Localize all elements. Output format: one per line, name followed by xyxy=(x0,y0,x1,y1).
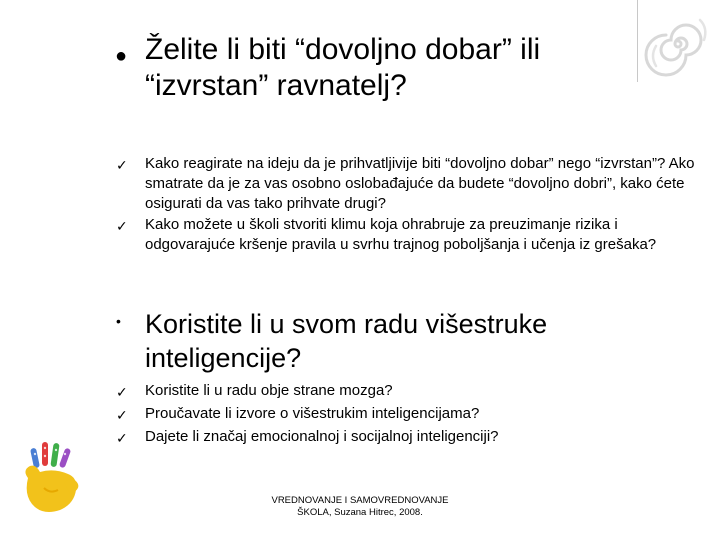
footer xyxy=(200,495,520,519)
footer-line-author: ŠKOLA, Suzana Hitrec, 2008. xyxy=(297,507,423,518)
question-item: Koristite li u radu obje strane mozga? xyxy=(145,382,393,399)
heading-bullet-icon: ● xyxy=(115,45,128,67)
question-item: Kako možete u školi stvoriti klimu koja ohrabruje za preuzimanje rizika i odgovarajuće kršenje pravila u svrhu trajnog poboljšanja i učenja iz grešaka? xyxy=(145,216,657,253)
handprint-icon xyxy=(18,438,86,514)
checkmark-icon: ✓ xyxy=(116,407,128,423)
question-item: Dajete li značaj emocionalnoj i socijalnoj inteligenciji? xyxy=(145,428,499,445)
small-dot-icon: • xyxy=(116,313,121,329)
corner-divider-line xyxy=(637,0,638,82)
spiral-icon xyxy=(640,6,716,82)
question-item: Proučavate li izvore o višestrukim inteligencijama? xyxy=(145,405,480,422)
heading-multiple-intelligences: Koristite li u svom radu višestruke inteligencije? xyxy=(145,309,548,373)
question-item: Kako reagirate na ideju da je prihvatljivije biti “dovoljno dobar” nego “izvrstan”? Ako smatrate da je za vas osobno oslobađajuće da budete “dovoljno dobri”, kako ćete osigurati da vas tako prihvate drugi? xyxy=(145,155,695,212)
heading-good-enough-principal: Želite li biti “dovoljno dobar” ili “izvrstan” ravnatelj? xyxy=(145,33,541,102)
checkmark-icon: ✓ xyxy=(116,430,128,446)
footer-line-title: VREDNOVANJE I SAMOVREDNOVANJE xyxy=(271,495,449,506)
checkmark-icon: ✓ xyxy=(116,157,128,173)
checkmark-icon: ✓ xyxy=(116,384,128,400)
checkmark-icon: ✓ xyxy=(116,218,128,234)
